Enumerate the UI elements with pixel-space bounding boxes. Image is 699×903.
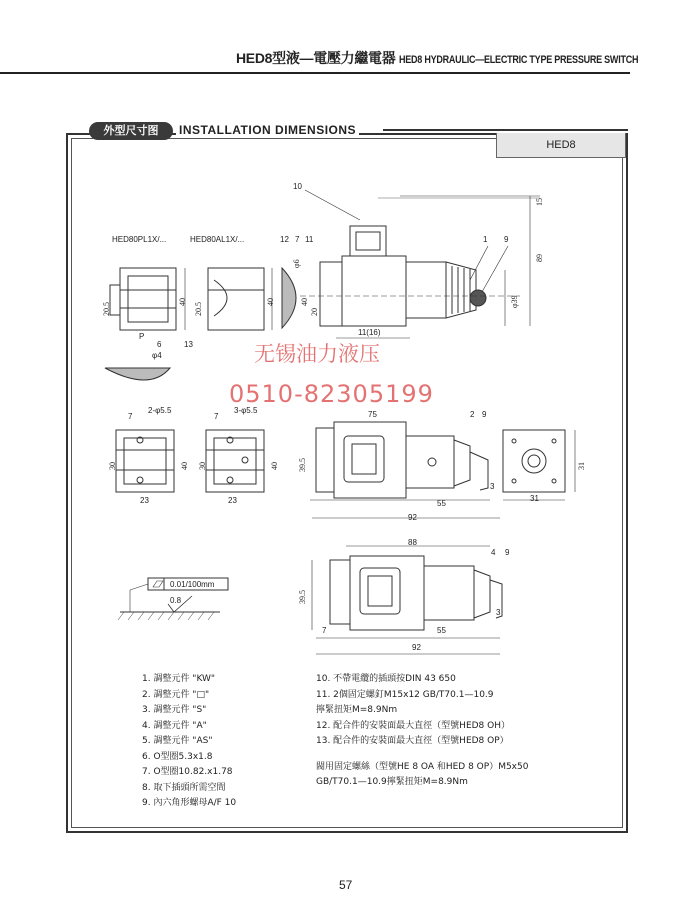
model-pl-label: HED80PL1X/... [112,235,167,244]
dim-phi6: φ6 [292,259,301,268]
section-label-zh: 外型尺寸图 [89,122,173,140]
callout-6: 6 [157,340,162,349]
note-item [316,750,528,760]
dim-2-phi5-5: 2-φ5.5 [148,406,172,415]
al-view [208,268,272,330]
note-item: 5. 調整元件 "AS" [142,736,213,746]
note-item: 9. 內六角形螺母A/F 10 [142,798,237,808]
dim-3-phi5-5: 3-φ5.5 [234,406,258,415]
partial-section [282,268,296,328]
callout-3-mid: 3 [490,482,495,491]
callout-11: 11 [305,235,314,244]
dim-39-5-bottom: 39.5 [298,590,307,604]
dim-40-a: 40 [180,462,189,470]
dim-20-5-pl: 20.5 [102,302,111,316]
dim-75: 75 [368,410,377,419]
note-item: 12. 配合件的安裝面最大直徑（型號HED8 OH） [316,720,510,731]
dim-89: 89 [535,254,544,262]
note-item: 10. 不帶電纜的插頭按DIN 43 650 [316,674,456,684]
dim-20-5-al: 20.5 [194,302,203,316]
dim-40-al: 40 [266,298,275,306]
note-item: 擰緊扭矩M=8.9Nm [316,705,398,715]
section-13 [105,368,170,380]
main-side-view [300,196,540,338]
dim-7-a: 7 [128,412,133,421]
dim-30-b: 30 [198,462,207,470]
dim-39-5-mid: 39.5 [298,458,307,472]
notes-right [316,672,528,791]
dim-40-b: 40 [270,462,279,470]
mid-front-view [310,422,500,518]
dim-30-a: 30 [108,462,117,470]
dim-40-pl: 40 [178,298,187,306]
dim-phi4: φ4 [152,351,162,360]
dim-7-bottom: 7 [322,626,327,635]
dim-40-side: 40 [300,298,309,306]
dim-23-a: 23 [140,496,149,505]
dim-7-b: 7 [214,412,219,421]
note-item: 13. 配合件的安裝面最大直徑（型號HED8 OP） [316,736,509,746]
page-number: 57 [339,878,353,892]
notes-left [142,672,236,812]
note-item: 7. O型圈10.82.x1.78 [142,767,233,777]
dim-55-bottom: 55 [437,626,446,635]
dim-92-bottom: 92 [412,643,421,652]
dim-55-mid: 55 [437,499,446,508]
callout-2: 2 [470,410,475,419]
note-item: 4. 調整元件 "A" [142,720,207,731]
dim-31-h: 31 [530,494,539,503]
model-box: HED8 [496,133,626,158]
flatness-value: 0.01/100mm [170,580,215,589]
callout-3-bottom: 3 [496,608,501,617]
note-item: 11. 2個固定螺釘M15x12 GB/T70.1—10.9 [316,689,494,700]
dim-88: 88 [408,538,417,547]
note-item: 6. O型圈5.3x1.8 [142,751,213,762]
mid-block-right [206,430,264,492]
callout-9: 9 [504,235,509,244]
header-title-en: HED8 HYDRAULIC—ELECTRIC TYPE PRESSURE SWITCH [398,54,639,66]
watermark-phone: 0510-82305199 [229,380,434,408]
callout-7: 7 [295,235,300,244]
mid-square-view [503,430,575,500]
callout-9-bottom: 9 [505,548,510,557]
note-item: 3. 調整元件 "S" [142,705,207,715]
section-label-en: INSTALLATION DIMENSIONS [176,123,359,137]
callout-9-mid: 9 [482,410,487,419]
bottom-front-view [312,546,502,654]
model-al-label: HED80AL1X/... [190,235,245,244]
dim-20-side: 20 [310,308,319,316]
callout-12: 12 [280,235,289,244]
port-p: P [139,332,145,341]
mid-block-left [116,430,174,492]
note-item: 8. 取下插頭所需空間 [142,782,226,793]
header-title-zh: HED8型液—電壓力繼電器 [236,50,396,66]
pl-view [110,268,185,330]
callout-1: 1 [483,235,488,244]
callout-4: 4 [491,548,496,557]
dim-23-b: 23 [228,496,237,505]
dim-15: 15 [535,198,544,206]
dim-31-v: 31 [577,462,586,470]
note-item: 閥用固定螺絲（型號HE 8 OA 和HED 8 OP）M5x50 [316,761,529,772]
watermark-company: 无锡油力液压 [254,342,380,366]
note-item: GB/T70.1—10.9擰緊扭矩M=8.9Nm [316,777,468,787]
note-item: 1. 調整元件 "KW" [142,674,216,684]
dim-92-mid: 92 [408,513,417,522]
callout-13: 13 [184,340,193,349]
callout-10: 10 [293,182,302,191]
note-item: 2. 調整元件 "□" [142,689,210,700]
roughness-value: 0.8 [170,596,182,605]
dim-phi39: φ39 [510,295,519,308]
dim-11-16: 11(16) [358,328,381,337]
